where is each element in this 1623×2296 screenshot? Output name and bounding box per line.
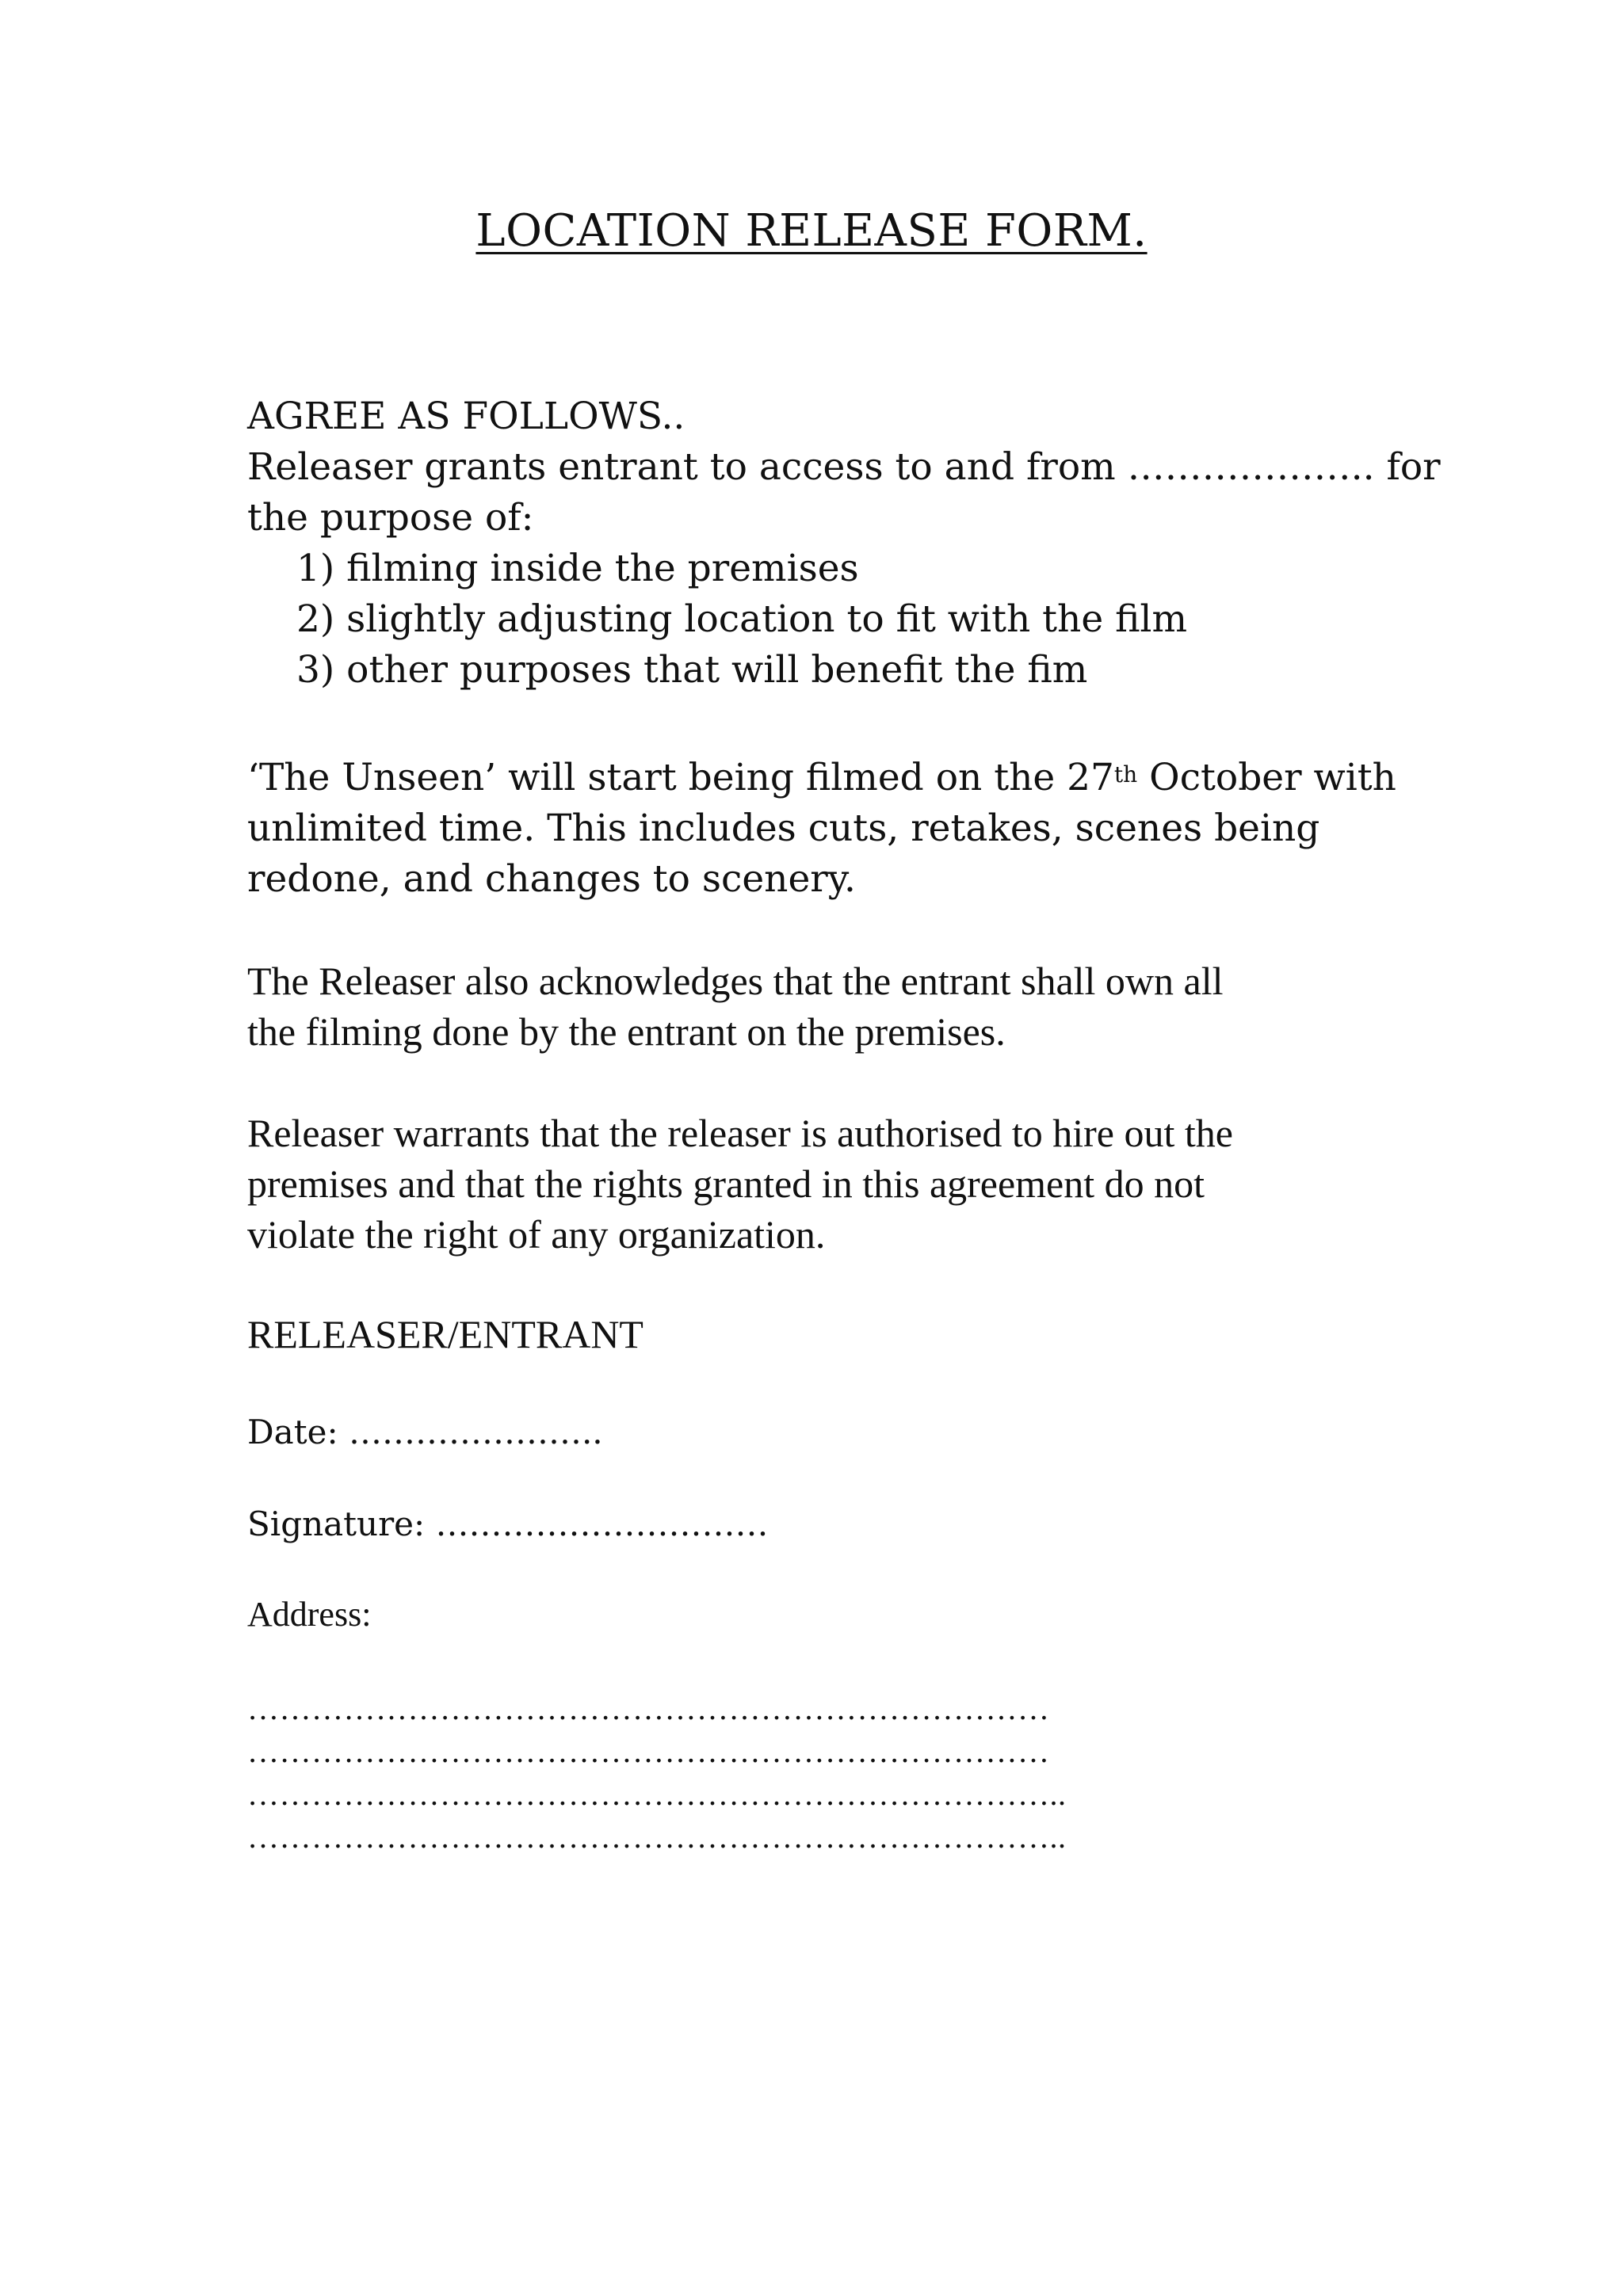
intro-section (247, 391, 1441, 696)
schedule-line-1: ‘The Unseen’ will start being filmed on the 27th October with (247, 756, 1396, 799)
schedule-line-2: unlimited time. This includes cuts, retakes, scenes being (247, 807, 1320, 850)
address-line-4[interactable]: ………………………………………………………………….. (247, 1819, 1067, 1855)
intro-heading: AGREE AS FOLLOWS.. (247, 395, 685, 438)
ownership-paragraph (247, 955, 1404, 1057)
address-label: Address: (247, 1595, 372, 1634)
warranty-line-3: violate the right of any organization. (247, 1212, 826, 1257)
address-line-1[interactable]: ………………………………………………………………… (247, 1691, 1050, 1726)
warranty-line-1: Releaser warrants that the releaser is authorised to hire out the (247, 1111, 1233, 1155)
purpose-item-2: 2) slightly adjusting location to fit with the film (296, 597, 1188, 641)
ownership-line-1: The Releaser also acknowledges that the entrant shall own all (247, 959, 1224, 1003)
ownership-line-2: the filming done by the entrant on the premises. (247, 1009, 1006, 1054)
purpose-item-3: 3) other purposes that will benefit the fim (296, 648, 1088, 692)
warranty-paragraph (247, 1108, 1404, 1260)
document-title: LOCATION RELEASE FORM. (475, 205, 1148, 257)
date-field[interactable]: Date: ………………….. (247, 1413, 603, 1451)
warranty-line-2: premises and that the rights granted in this agreement do not (247, 1161, 1205, 1206)
schedule-paragraph (247, 753, 1404, 905)
address-field[interactable] (247, 1688, 1404, 1859)
signature-field[interactable]: Signature: ………………………… (247, 1505, 769, 1543)
purpose-item-1: 1) filming inside the premises (296, 547, 859, 590)
intro-line-1: Releaser grants entrant to access to and from ……………….. for (247, 445, 1441, 489)
parties-label: RELEASER/ENTRANT (247, 1312, 643, 1356)
address-line-2[interactable]: ………………………………………………………………… (247, 1733, 1050, 1769)
schedule-line-3: redone, and changes to scenery. (247, 857, 856, 901)
intro-line-2: the purpose of: (247, 496, 534, 540)
address-line-3[interactable]: ………………………………………………………………….. (247, 1776, 1067, 1812)
